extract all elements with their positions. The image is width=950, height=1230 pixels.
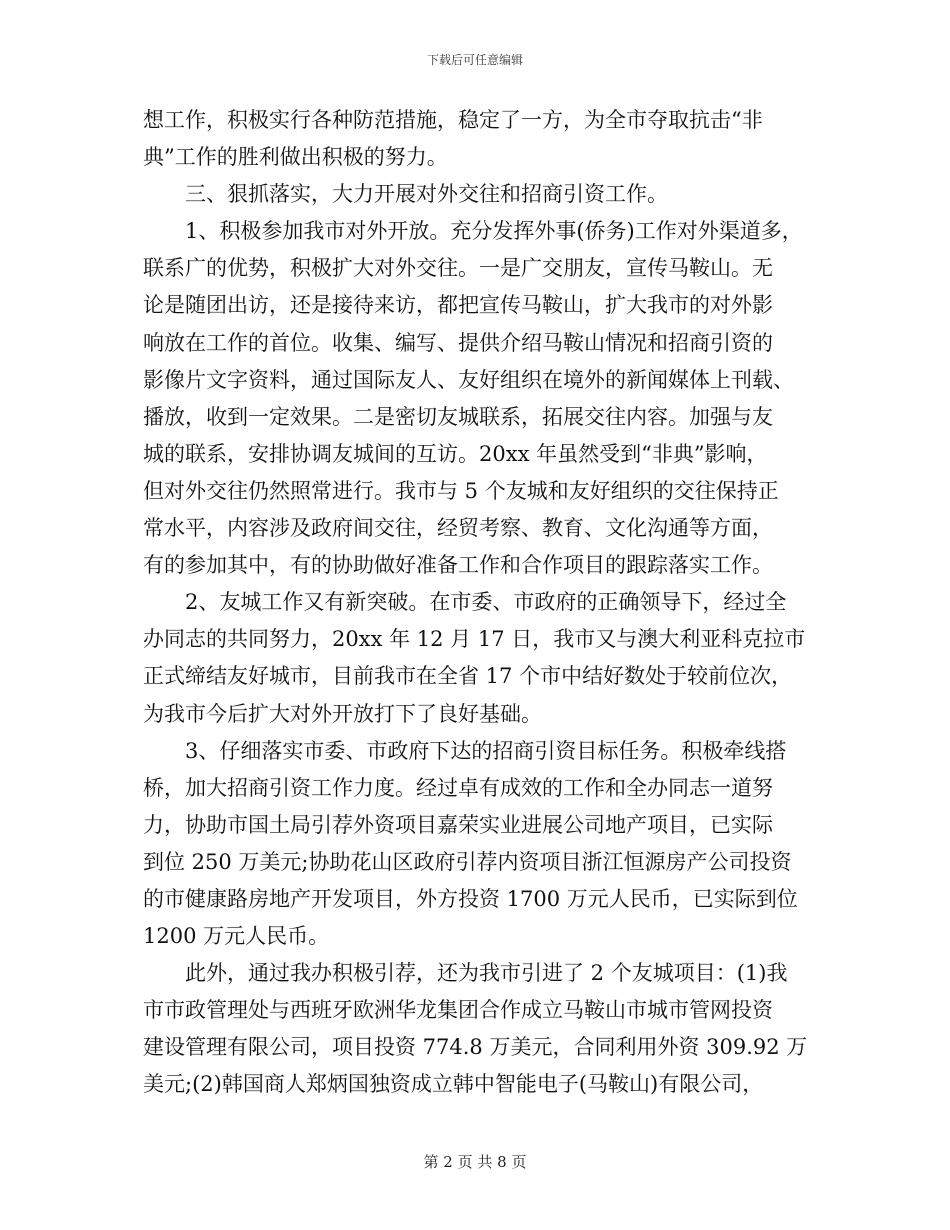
text-line: 建设管理有限公司，项目投资 774.8 万美元，合同利用外资 309.92 万	[143, 1035, 808, 1060]
text-line: 响放在工作的首位。收集、编写、提供介绍马鞍山情况和招商引资的	[143, 330, 773, 355]
text-line: 城的联系，安排协调友城间的互访。20xx 年虽然受到“非典”影响，	[143, 441, 768, 466]
text-line: 常水平，内容涉及政府间交往，经贸考察、教育、文化沟通等方面，	[143, 516, 773, 541]
text-line: 桥，加大招商引资工作力度。经过卓有成效的工作和全办同志一道努	[143, 775, 773, 800]
text-line: 想工作，积极实行各种防范措施，稳定了一方，为全市夺取抗击“非	[143, 108, 763, 132]
document-body	[143, 102, 813, 1104]
text-line: 办同志的共同努力，20xx 年 12 月 17 日，我市又与澳大利亚科克拉市	[143, 627, 806, 652]
text-line: 联系广的优势，积极扩大对外交往。一是广交朋友，宣传马鞍山。无	[143, 256, 773, 281]
section-heading: 三、狠抓落实，大力开展对外交往和招商引资工作。	[185, 182, 668, 207]
text-line: 美元;(2)韩国商人郑炳国独资成立韩中智能电子(马鞍山)有限公司，	[143, 1072, 764, 1097]
page-number: 第 2 页 共 8 页	[423, 1153, 527, 1171]
text-line: 但对外交往仍然照常进行。我市与 5 个友城和友好组织的交往保持正	[143, 478, 779, 503]
text-line: 的市健康路房地产开发项目，外方投资 1700 万元人民币，已实际到位	[143, 886, 798, 911]
text-line: 力，协助市国土局引荐外资项目嘉荣实业进展公司地产项目，已实际	[143, 812, 773, 837]
text-line: 影像片文字资料，通过国际友人、友好组织在境外的新闻媒体上刊载、	[143, 367, 794, 392]
paragraph-start: 2、友城工作又有新突破。在市委、市政府的正确领导下，经过全	[185, 590, 787, 615]
text-line: 播放，收到一定效果。二是密切友城联系，拓展交往内容。加强与友	[143, 404, 773, 429]
text-line: 有的参加其中，有的协助做好准备工作和合作项目的跟踪落实工作。	[143, 553, 773, 578]
paragraph-start: 1、积极参加我市对外开放。充分发挥外事(侨务)工作对外渠道多，	[185, 219, 803, 244]
page-header: 下载后可任意编辑	[426, 53, 523, 67]
text-line: 论是随团出访，还是接待来访，都把宣传马鞍山，扩大我市的对外影	[143, 293, 773, 318]
text-line: 1200 万元人民币。	[143, 924, 330, 949]
text-line: 为我市今后扩大对外开放打下了良好基础。	[143, 701, 542, 726]
text-line: 市市政管理处与西班牙欧洲华龙集团合作成立马鞍山市城市管网投资	[143, 998, 773, 1023]
paragraph-start: 3、仔细落实市委、市政府下达的招商引资目标任务。积极牵线搭	[185, 738, 787, 763]
text-line: 正式缔结友好城市，目前我市在全省 17 个市中结好数处于较前位次，	[143, 664, 793, 689]
text-line: 典”工作的胜利做出积极的努力。	[143, 145, 448, 170]
paragraph-start: 此外，通过我办积极引荐，还为我市引进了 2 个友城项目：(1)我	[185, 961, 788, 986]
text-line: 到位 250 万美元;协助花山区政府引荐内资项目浙江恒源房产公司投资	[143, 849, 792, 874]
